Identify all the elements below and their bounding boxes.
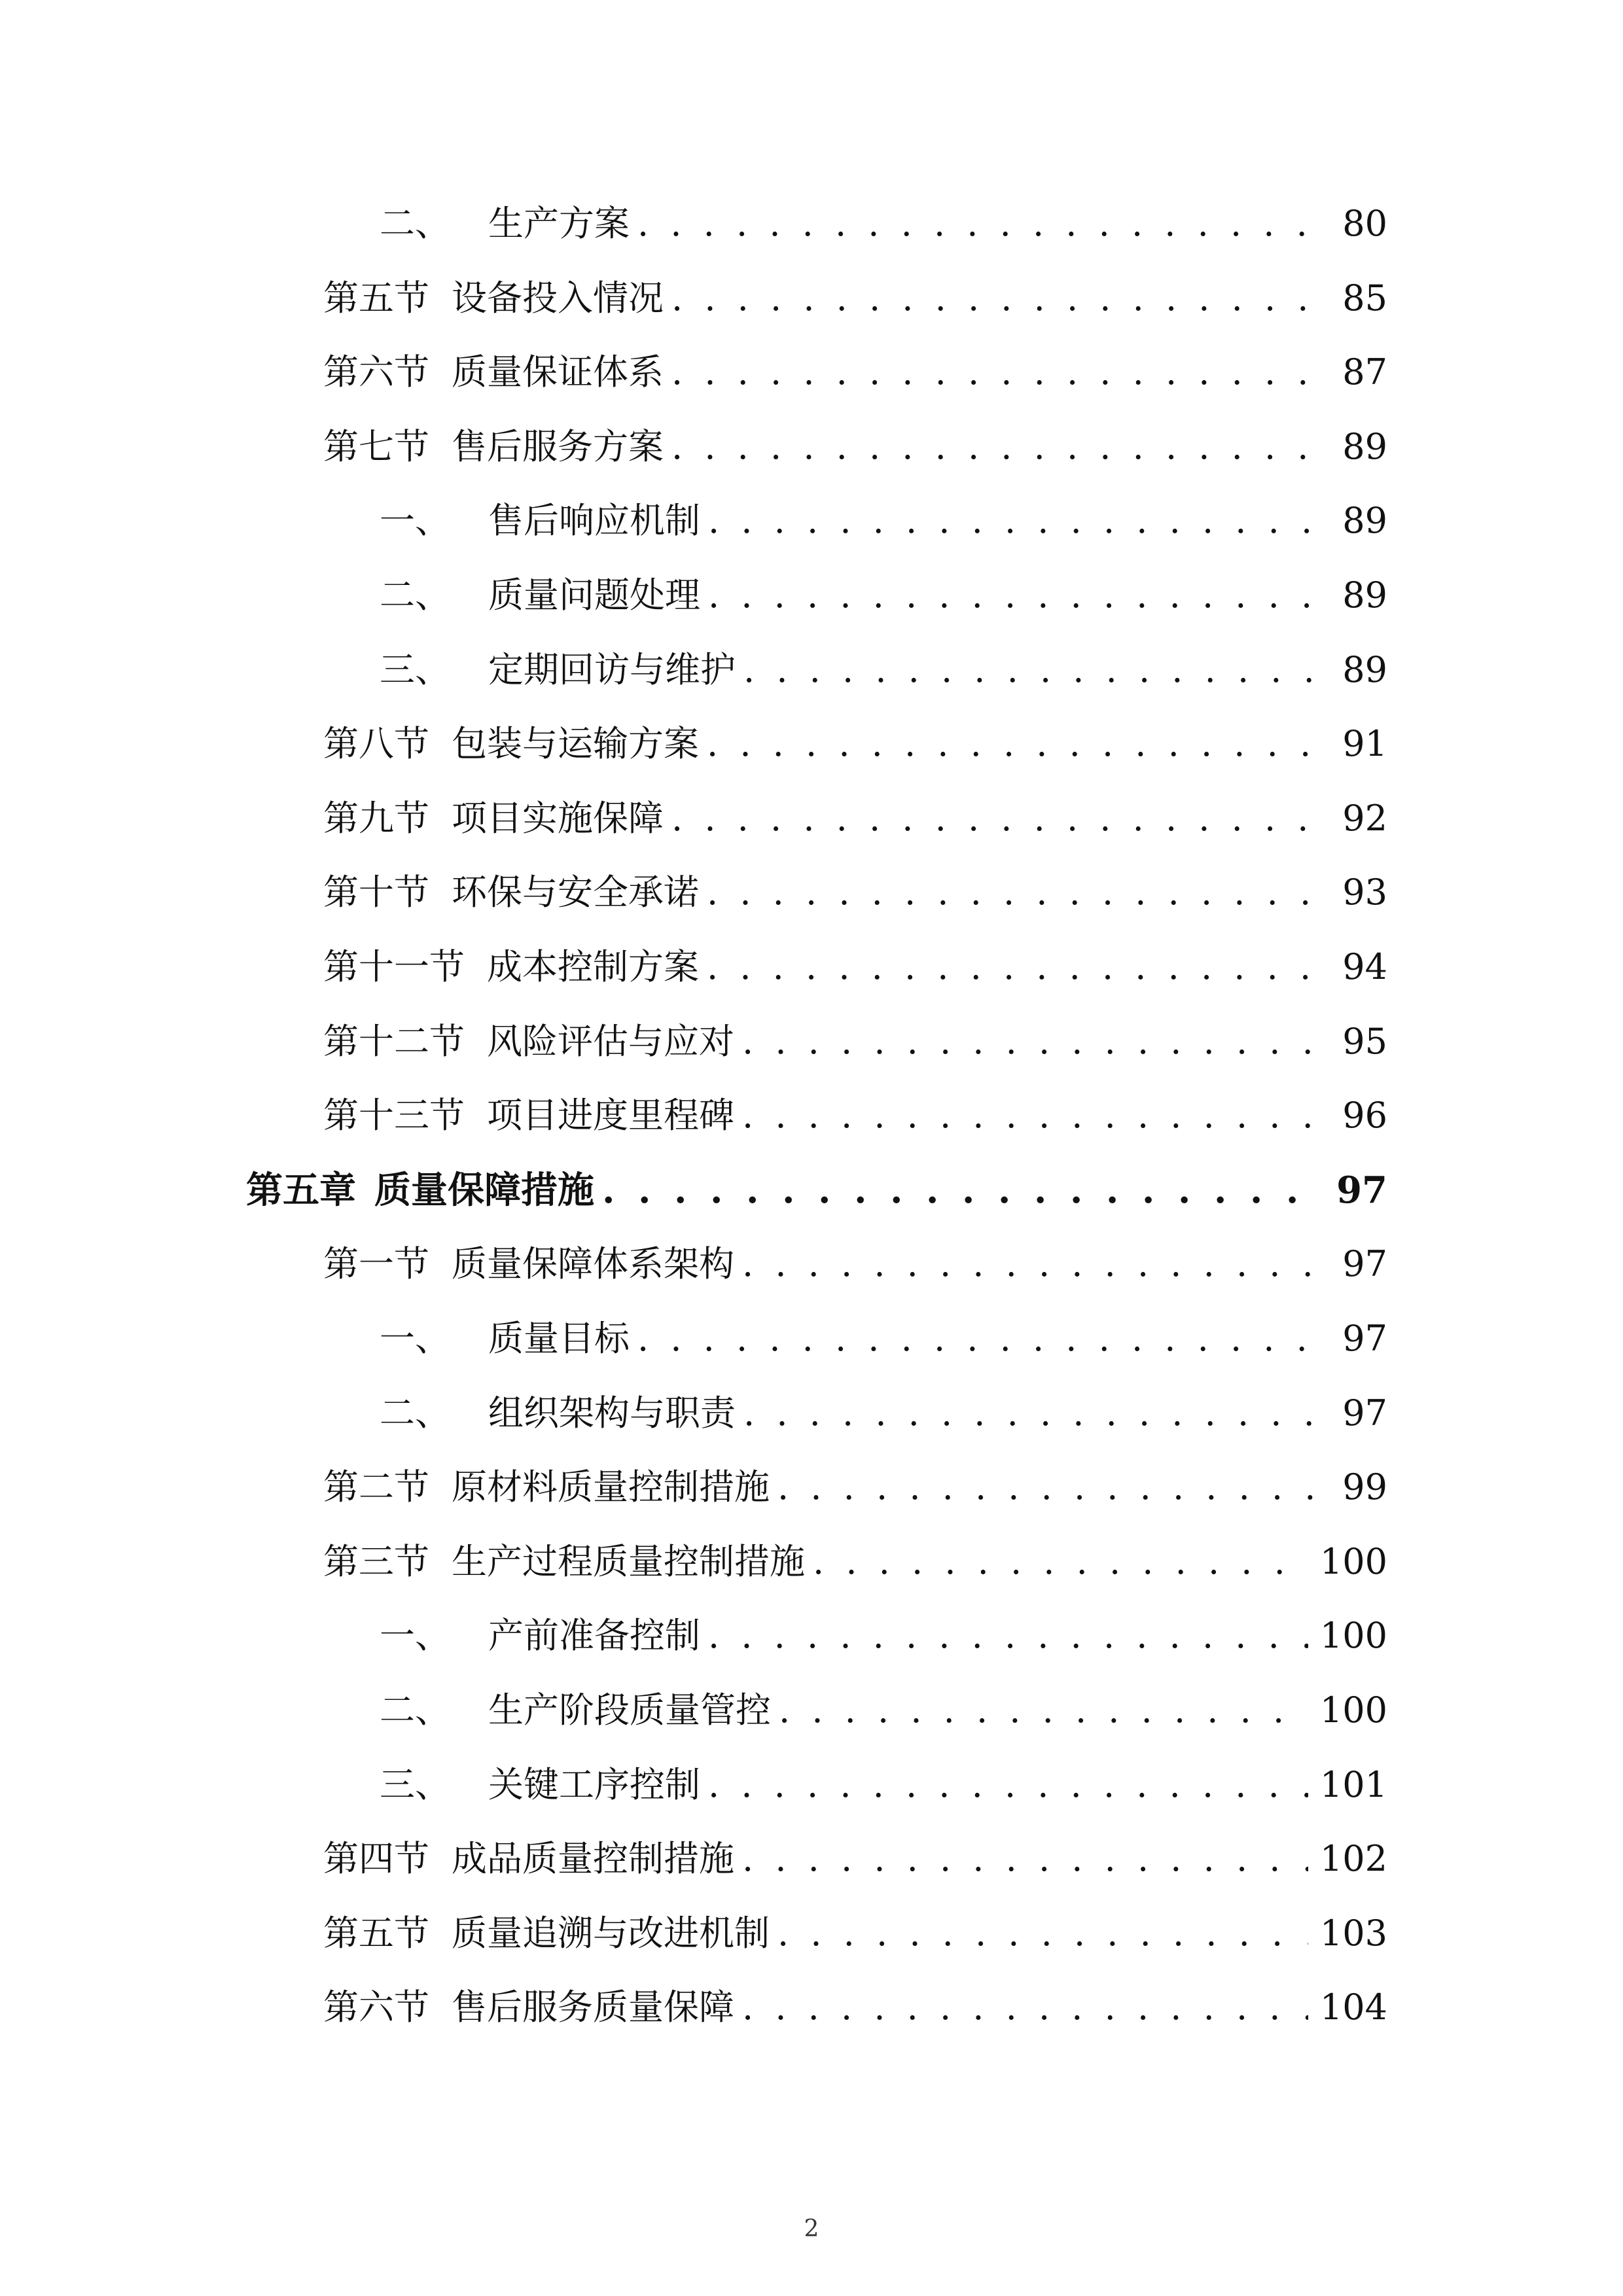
toc-entry-number: 二、 <box>380 203 450 244</box>
toc-leader-dots <box>743 1387 1330 1439</box>
toc-entry-page: 85 <box>1342 277 1387 319</box>
toc-leader-dots <box>742 1089 1330 1142</box>
toc-entry-number: 第四节 <box>323 1838 429 1880</box>
toc-entry-page: 100 <box>1319 1540 1387 1582</box>
toc-entry[interactable] <box>323 1461 1387 1513</box>
toc-entry-title: 成本控制方案 <box>487 946 699 987</box>
toc-entry[interactable] <box>380 1387 1387 1439</box>
toc-entry-number: 二、 <box>380 1689 450 1731</box>
toc-entry-number: 第六节 <box>323 351 429 393</box>
toc-leader-dots <box>671 272 1330 325</box>
toc-leader-dots <box>742 1833 1308 1885</box>
toc-entry-number: 第三节 <box>323 1540 429 1582</box>
page-number: 2 <box>804 2216 819 2242</box>
toc-leader-dots <box>777 1461 1330 1513</box>
toc-entry-number: 一、 <box>380 500 450 542</box>
toc-entry[interactable] <box>380 1759 1387 1811</box>
toc-leader-dots <box>637 1313 1330 1365</box>
toc-leader-dots <box>637 198 1330 250</box>
toc-entry-page: 97 <box>1342 1243 1387 1285</box>
toc-entry-number: 三、 <box>380 648 450 690</box>
toc-entry-title: 原材料质量控制措施 <box>452 1466 770 1508</box>
toc-leader-dots <box>708 569 1330 622</box>
toc-leader-dots <box>742 1016 1330 1068</box>
toc-leader-dots <box>671 421 1330 473</box>
toc-entry-title: 质量追溯与改进机制 <box>452 1912 770 1954</box>
toc-entry-number: 第五章 <box>246 1168 356 1212</box>
toc-entry-title: 质量问题处理 <box>488 574 700 616</box>
toc-entry-number: 第十二节 <box>323 1020 465 1062</box>
toc-leader-dots <box>707 718 1330 770</box>
toc-entry[interactable] <box>323 1536 1387 1588</box>
toc-entry[interactable] <box>323 421 1387 473</box>
toc-entry[interactable] <box>323 1833 1387 1885</box>
toc-entry-page: 97 <box>1342 1318 1387 1359</box>
toc-entry[interactable] <box>323 866 1387 919</box>
toc-entry-page: 99 <box>1342 1466 1387 1508</box>
toc-entry-page: 92 <box>1342 797 1387 839</box>
toc-entry-title: 项目进度里程碑 <box>487 1095 734 1137</box>
toc-entry-title: 售后响应机制 <box>488 500 700 542</box>
toc-leader-dots <box>707 866 1330 919</box>
toc-entry-title: 生产过程质量控制措施 <box>452 1540 805 1582</box>
toc-entry[interactable] <box>323 346 1387 398</box>
toc-entry-number: 二、 <box>380 1392 450 1434</box>
toc-entry-page: 91 <box>1342 723 1387 765</box>
toc-leader-dots <box>708 1610 1308 1662</box>
toc-entry[interactable] <box>380 495 1387 547</box>
toc-entry-page: 93 <box>1342 872 1387 913</box>
toc-entry-title: 关键工序控制 <box>488 1763 700 1805</box>
toc-entry-page: 100 <box>1319 1615 1387 1657</box>
toc-entry-page: 89 <box>1342 500 1387 542</box>
toc-entry-number: 第一节 <box>323 1243 429 1285</box>
toc-leader-dots <box>777 1907 1308 1960</box>
toc-entry-title: 设备投入情况 <box>452 277 664 319</box>
toc-entry-page: 95 <box>1342 1020 1387 1062</box>
toc-entry-title: 成品质量控制措施 <box>452 1838 734 1880</box>
toc-entry-number: 第五节 <box>323 277 429 319</box>
toc-entry[interactable] <box>323 272 1387 325</box>
toc-entry[interactable] <box>246 1164 1387 1216</box>
toc-entry-page: 87 <box>1342 351 1387 393</box>
toc-leader-dots <box>707 941 1330 993</box>
toc-leader-dots <box>742 1238 1330 1290</box>
toc-entry-number: 第五节 <box>323 1912 429 1954</box>
toc-entry-title: 售后服务方案 <box>452 425 664 467</box>
toc-entry-number: 第九节 <box>323 797 429 839</box>
toc-entry[interactable] <box>323 1089 1387 1142</box>
toc-entry[interactable] <box>380 198 1387 250</box>
toc-entry-number: 三、 <box>380 1763 450 1805</box>
toc-leader-dots <box>708 495 1330 547</box>
toc-entry-title: 质量保证体系 <box>452 351 664 393</box>
toc-entry[interactable] <box>380 1313 1387 1365</box>
toc-leader-dots <box>742 1981 1308 2034</box>
toc-entry-page: 102 <box>1319 1838 1387 1880</box>
toc-entry[interactable] <box>380 1684 1387 1737</box>
toc-leader-dots <box>602 1164 1325 1216</box>
toc-entry-number: 一、 <box>380 1615 450 1657</box>
toc-entry-page: 80 <box>1342 203 1387 244</box>
toc-entry-number: 第十节 <box>323 872 429 913</box>
toc-entry-page: 89 <box>1342 574 1387 616</box>
toc-leader-dots <box>813 1536 1308 1588</box>
toc-entry-title: 包装与运输方案 <box>452 723 699 765</box>
toc-entry-title: 定期回访与维护 <box>488 648 736 690</box>
toc-entry-title: 售后服务质量保障 <box>452 1987 734 2028</box>
toc-entry-page: 89 <box>1342 648 1387 690</box>
toc-entry-page: 103 <box>1319 1912 1387 1954</box>
toc-entry-title: 生产阶段质量管控 <box>488 1689 771 1731</box>
toc-entry-title: 项目实施保障 <box>452 797 664 839</box>
toc-leader-dots <box>708 1759 1308 1811</box>
toc-entry-number: 第十一节 <box>323 946 465 987</box>
toc-entry-title: 组织架构与职责 <box>488 1392 736 1434</box>
toc-leader-dots <box>743 644 1330 696</box>
toc-entry[interactable] <box>323 792 1387 845</box>
toc-entry-title: 产前准备控制 <box>488 1615 700 1657</box>
toc-entry-number: 第八节 <box>323 723 429 765</box>
toc-entry[interactable] <box>380 1610 1387 1662</box>
toc-entry-page: 94 <box>1342 946 1387 987</box>
toc-entry[interactable] <box>380 569 1387 622</box>
toc-entry-page: 97 <box>1342 1392 1387 1434</box>
toc-entry-page: 97 <box>1336 1168 1387 1212</box>
toc-entry-page: 100 <box>1319 1689 1387 1731</box>
toc-entry-number: 第七节 <box>323 425 429 467</box>
toc-leader-dots <box>671 792 1330 845</box>
toc-entry[interactable] <box>323 1238 1387 1290</box>
toc-entry-title: 生产方案 <box>488 203 630 244</box>
toc-entry-number: 第十三节 <box>323 1095 465 1137</box>
toc-entry-title: 风险评估与应对 <box>487 1020 734 1062</box>
toc-entry-title: 质量目标 <box>488 1318 630 1359</box>
toc-leader-dots <box>671 346 1330 398</box>
toc-entry[interactable] <box>323 1016 1387 1068</box>
toc-entry[interactable] <box>323 941 1387 993</box>
toc-entry-number: 一、 <box>380 1318 450 1359</box>
toc-entry-number: 二、 <box>380 574 450 616</box>
toc-entry[interactable] <box>380 644 1387 696</box>
toc-entry-title: 环保与安全承诺 <box>452 872 699 913</box>
toc-entry-number: 第二节 <box>323 1466 429 1508</box>
toc-entry-page: 104 <box>1319 1987 1387 2028</box>
toc-entry[interactable] <box>323 718 1387 770</box>
toc-entry-title: 质量保障措施 <box>374 1168 594 1212</box>
toc-entry[interactable] <box>323 1907 1387 1960</box>
toc-entry-page: 89 <box>1342 425 1387 467</box>
toc-entry-page: 101 <box>1319 1763 1387 1805</box>
toc-entry-page: 96 <box>1342 1095 1387 1137</box>
toc-entry-number: 第六节 <box>323 1987 429 2028</box>
toc-entry[interactable] <box>323 1981 1387 2034</box>
toc-leader-dots <box>779 1684 1308 1737</box>
toc-entry-title: 质量保障体系架构 <box>452 1243 734 1285</box>
